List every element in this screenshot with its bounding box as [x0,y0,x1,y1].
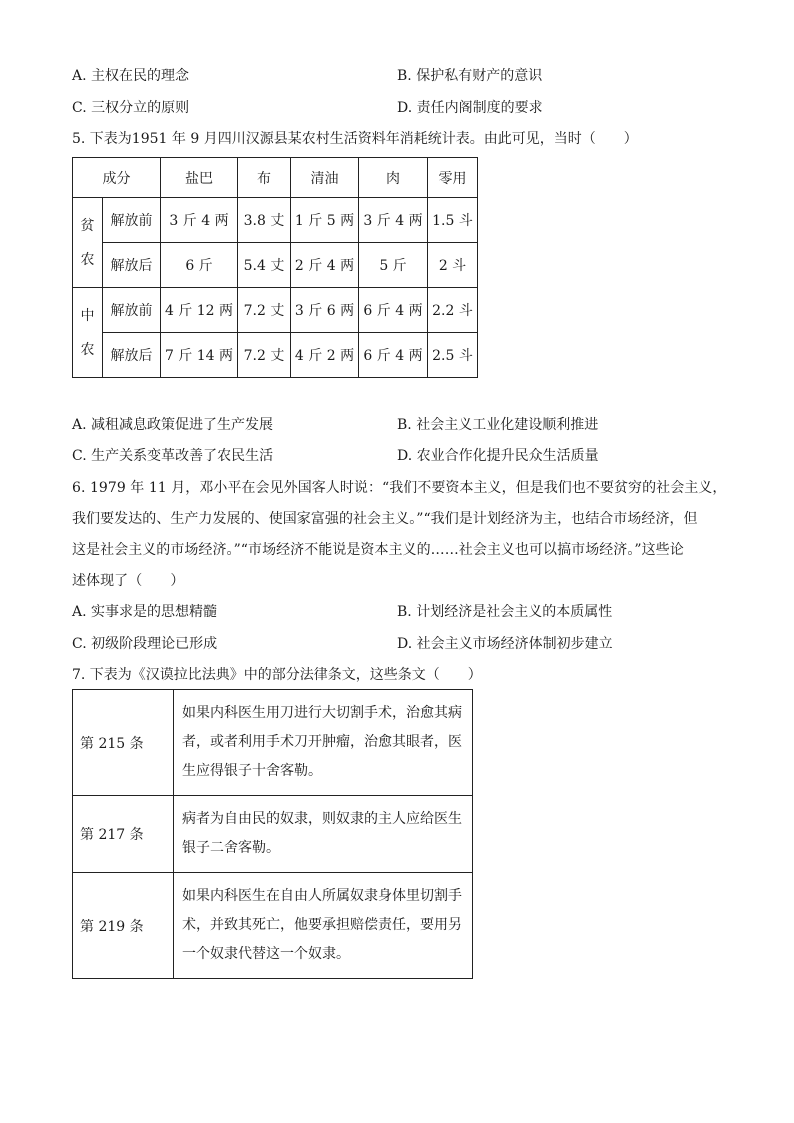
article-text: 如果内科医生在自由人所属奴隶身体里切割手术，并致其死亡，他要承担赔偿责任，要用另一个奴隶代替这一个奴隶。 [174,873,473,979]
q6-stem-line: 6. 1979 年 11 月，邓小平在会见外国客人时说：“我们不要资本主义，但是我们也不要贫穷的社会主义， [72,480,727,496]
header-cloth: 布 [238,158,291,198]
table-row [73,796,473,873]
table-row [73,288,478,333]
article-text: 如果内科医生用刀进行大切割手术，治愈其病者，或者利用手术刀开肿瘤，治愈其眼者，医生应得银子十舍客勒。 [174,690,473,796]
q4-option-b: B. 保护私有财产的意识 [397,68,543,84]
table-cell: 5 斤 [359,243,428,288]
q6-stem-line: 我们要发达的、生产力发展的、使国家富强的社会主义。”“我们是计划经济为主，也结合市场经济，但 [72,511,698,527]
table-cell: 3 斤 6 两 [291,288,359,333]
q6-option-a: A. 实事求是的思想精髓 [72,604,218,620]
q5-option-a: A. 减租减息政策促进了生产发展 [72,417,274,433]
table-cell: 2 斤 4 两 [291,243,359,288]
table-row [73,198,478,243]
table-cell: 3.8 丈 [238,198,291,243]
table-cell: 4 斤 2 两 [291,333,359,378]
article-number: 第 215 条 [73,690,174,796]
q6-stem-line: 这是社会主义的市场经济。”“市场经济不能说是资本主义的……社会主义也可以搞市场经济。”这些论 [72,542,684,558]
q5-option-d: D. 农业合作化提升民众生活质量 [397,448,599,464]
table-row [73,243,478,288]
group-char: 中 [80,307,95,324]
table-cell: 6 斤 4 两 [359,333,428,378]
q4-option-d: D. 责任内阁制度的要求 [397,100,543,116]
group-char: 贫 [80,217,95,234]
table-cell: 4 斤 12 两 [161,288,238,333]
table-header-row [73,158,478,198]
stage-cell: 解放后 [103,243,161,288]
group-poor-peasant [73,198,103,288]
q4-option-a: A. 主权在民的理念 [72,68,190,84]
table-row [73,333,478,378]
table-cell: 2.2 斗 [428,288,478,333]
q6-stem-line: 述体现了（ ） [72,573,185,589]
article-text: 病者为自由民的奴隶，则奴隶的主人应给医生银子二舍客勒。 [174,796,473,873]
table-cell: 7 斤 14 两 [161,333,238,378]
table-row [73,873,473,979]
table-cell: 2.5 斗 [428,333,478,378]
law-articles-table [72,689,473,979]
q5-stem: 5. 下表为1951 年 9 月四川汉源县某农村生活资料年消耗统计表。由此可见，当时（ ） [72,131,638,147]
group-char: 农 [80,251,95,268]
stage-cell: 解放前 [103,288,161,333]
q6-option-d: D. 社会主义市场经济体制初步建立 [397,636,613,652]
stage-cell: 解放前 [103,198,161,243]
article-number: 第 219 条 [73,873,174,979]
q4-option-c: C. 三权分立的原则 [72,100,190,116]
q6-option-b: B. 计划经济是社会主义的本质属性 [397,604,613,620]
table-cell: 2 斗 [428,243,478,288]
table-cell: 7.2 丈 [238,288,291,333]
header-salt: 盐巴 [161,158,238,198]
q5-option-c: C. 生产关系变革改善了农民生活 [72,448,274,464]
consumption-table [72,157,478,378]
group-middle-peasant [73,288,103,378]
q7-stem: 7. 下表为《汉谟拉比法典》中的部分法律条文，这些条文（ ） [72,667,482,683]
table-row [73,690,473,796]
table-cell: 6 斤 4 两 [359,288,428,333]
header-meat: 肉 [359,158,428,198]
table-cell: 1 斤 5 两 [291,198,359,243]
stage-cell: 解放后 [103,333,161,378]
header-pocket-money: 零用 [428,158,478,198]
table-cell: 5.4 丈 [238,243,291,288]
group-char: 农 [80,341,95,358]
table-cell: 3 斤 4 两 [161,198,238,243]
q5-option-b: B. 社会主义工业化建设顺利推进 [397,417,599,433]
table-cell: 7.2 丈 [238,333,291,378]
header-oil: 清油 [291,158,359,198]
q6-option-c: C. 初级阶段理论已形成 [72,636,218,652]
table-cell: 6 斤 [161,243,238,288]
article-number: 第 217 条 [73,796,174,873]
table-cell: 1.5 斗 [428,198,478,243]
table-cell: 3 斤 4 两 [359,198,428,243]
header-category: 成分 [73,158,161,198]
